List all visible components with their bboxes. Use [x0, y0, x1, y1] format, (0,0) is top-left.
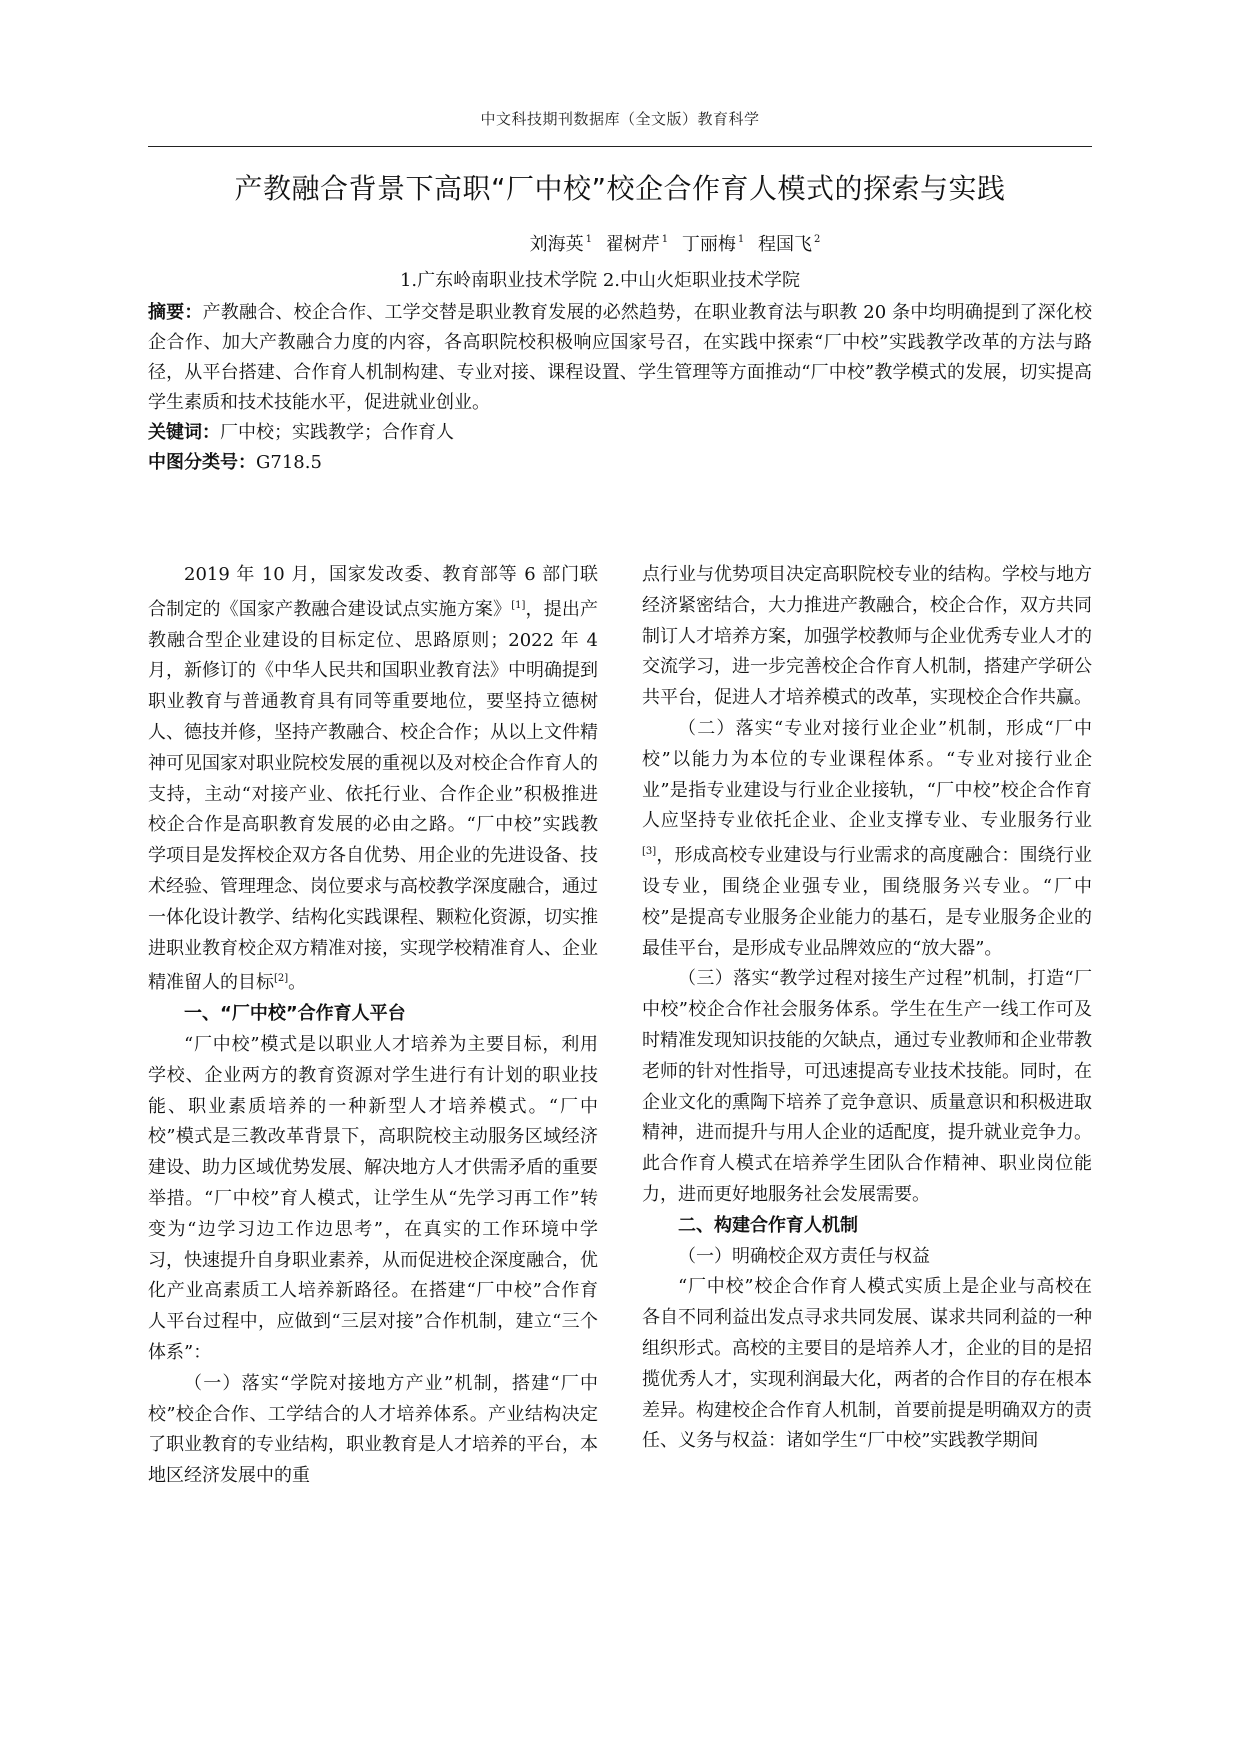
- body-paragraph: （二）落实“专业对接行业企业”机制，形成“厂中校”以能力为本位的专业课程体系。“专业对接行业企业”是指专业建设与行业企业接轨，“厂中校”校企合作育人应坚持专业依托企业、企业支撑专业、专业服务行业[3]，形成高校专业建设与行业需求的高度融合：围绕行业设专业，围绕企业强专业，围绕服务兴专业。“厂中校”是提高专业服务企业能力的基石，是专业服务企业的最佳平台，是形成专业品牌效应的“放大器”。: [642, 717, 1092, 959]
- body-paragraph: 点行业与优势项目决定高职院校专业的结构。学校与地方经济紧密结合，大力推进产教融合，校企合作，双方共同制订人才培养方案，加强学校教师与企业优秀专业人才的交流学习，进一步完善校企合作育人机制，搭建产学研公共平台，促进人才培养模式的改革，实现校企合作共赢。: [642, 564, 1092, 709]
- keywords-label: 关键词：: [148, 422, 220, 443]
- keywords-text: 厂中校；实践教学；合作育人: [220, 422, 454, 443]
- clc-label: 中图分类号：: [148, 452, 256, 473]
- body-columns: [148, 560, 1092, 1492]
- header-rule: [148, 146, 1092, 147]
- abstract: [148, 298, 1092, 418]
- citation: [2]: [274, 973, 289, 985]
- subsection-heading: （一）明确校企双方责任与权益: [678, 1245, 930, 1267]
- body-paragraph: 2019 年 10 月，国家发改委、教育部等 6 部门联合制定的《国家产教融合建设试点实施方案》[1]，提出产教融合型企业建设的目标定位、思路原则；2022 年 4 月，新修订的《中华人民共和国职业教育法》中明确提到职业教育与普通教育具有同等重要地位，要坚持立德树人、德技并修，坚持产教融合、校企合作；从以上文件精神可见国家对职业院校发展的重视以及对校企合作育人的支持，主动“对接产业、依托行业、合作企业”积极推进校企合作是高职教育发展的必由之路。“厂中校”实践教学项目是发挥校企双方各自优势、用企业的先进设备、技术经验、管理理念、岗位要求与高校教学深度融合，通过一体化设计教学、结构化实践课程、颗粒化资源，切实推进职业教育校企双方精准对接，实现学校精准育人、企业精准留人的目标[2]。: [148, 564, 599, 994]
- clc-number: [148, 448, 1092, 478]
- left-column: [148, 560, 598, 1492]
- right-column: [642, 560, 1092, 1492]
- affiliations: 1.广东岭南职业技术学院 2.中山火炬职业技术学院: [399, 270, 801, 291]
- body-paragraph: “厂中校”校企合作育人模式实质上是企业与高校在各自不同利益出发点寻求共同发展、谋求共同利益的一种组织形式。高校的主要目的是培养人才，企业的目的是招揽优秀人才，实现利润最大化，两者的合作目的存在根本差异。构建校企合作育人机制，首要前提是明确双方的责任、义务与权益：诸如学生“厂中校”实践教学期间: [642, 1276, 1092, 1452]
- section-heading: 二、构建合作育人机制: [678, 1214, 858, 1236]
- abstract-text: 产教融合、校企合作、工学交替是职业教育发展的必然趋势，在职业教育法与职教 20 条中均明确提到了深化校企合作、加大产教融合力度的内容，各高职院校积极响应国家号召，在实践中探索“厂中校”实践教学改革的方法与路径，从平台搭建、合作育人机制构建、专业对接、课程设置、学生管理等方面推动“厂中校”教学模式的发展，切实提高学生素质和技术技能水平，促进就业创业。: [148, 302, 1093, 413]
- abstract-label: 摘要：: [148, 302, 203, 323]
- body-paragraph: “厂中校”模式是以职业人才培养为主要目标，利用学校、企业两方的教育资源对学生进行有计划的职业技能、职业素质培养的一种新型人才培养模式。“厂中校”模式是三教改革背景下，高职院校主动服务区域经济建设、助力区域优势发展、解决地方人才供需矛盾的重要举措。“厂中校”育人模式，让学生从“先学习再工作”转变为“边学习边工作边思考”，在真实的工作环境中学习，快速提升自身职业素养，从而促进校企深度融合，优化产业高素质工人培养新路径。在搭建“厂中校”合作育人平台过程中，应做到“三层对接”合作机制，建立“三个体系”：: [148, 1033, 598, 1363]
- body-paragraph: （三）落实“教学过程对接生产过程”机制，打造“厂中校”校企合作社会服务体系。学生在生产一线工作可及时精准发现知识技能的欠缺点，通过专业教师和企业带教老师的针对性指导，可迅速提高专业技术技能。同时，在企业文化的熏陶下培养了竞争意识、质量意识和积极进取精神，进而提升与用人企业的适配度，提升就业竞争力。此合作育人模式在培养学生团队合作精神、职业岗位能力，进而更好地服务社会发展需要。: [642, 968, 1092, 1205]
- author-list: [148, 230, 1092, 256]
- author-name: 刘海英 $^1$: [529, 234, 593, 255]
- clc-text: G718.5: [256, 452, 322, 473]
- author-name: 翟树芹 $^1$: [605, 234, 669, 255]
- running-header: 中文科技期刊数据库（全文版）教育科学: [480, 110, 760, 128]
- article-title: 产教融合背景下高职“厂中校”校企合作育人模式的探索与实践: [234, 172, 1006, 205]
- keywords: [148, 418, 1092, 448]
- author-name: 程国飞 $^2$: [757, 234, 821, 255]
- section-heading: 一、“厂中校”合作育人平台: [184, 1003, 406, 1025]
- body-paragraph: （一）落实“学院对接地方产业”机制，搭建“厂中校”校企合作、工学结合的人才培养体系。产业结构决定了职业教育的专业结构，职业教育是人才培养的平台，本地区经济发展中的重: [148, 1372, 598, 1487]
- author-name: 丁丽梅 $^1$: [681, 234, 745, 255]
- citation: [3]: [642, 846, 657, 858]
- abstract-block: [148, 298, 1092, 478]
- citation: [1]: [511, 599, 526, 611]
